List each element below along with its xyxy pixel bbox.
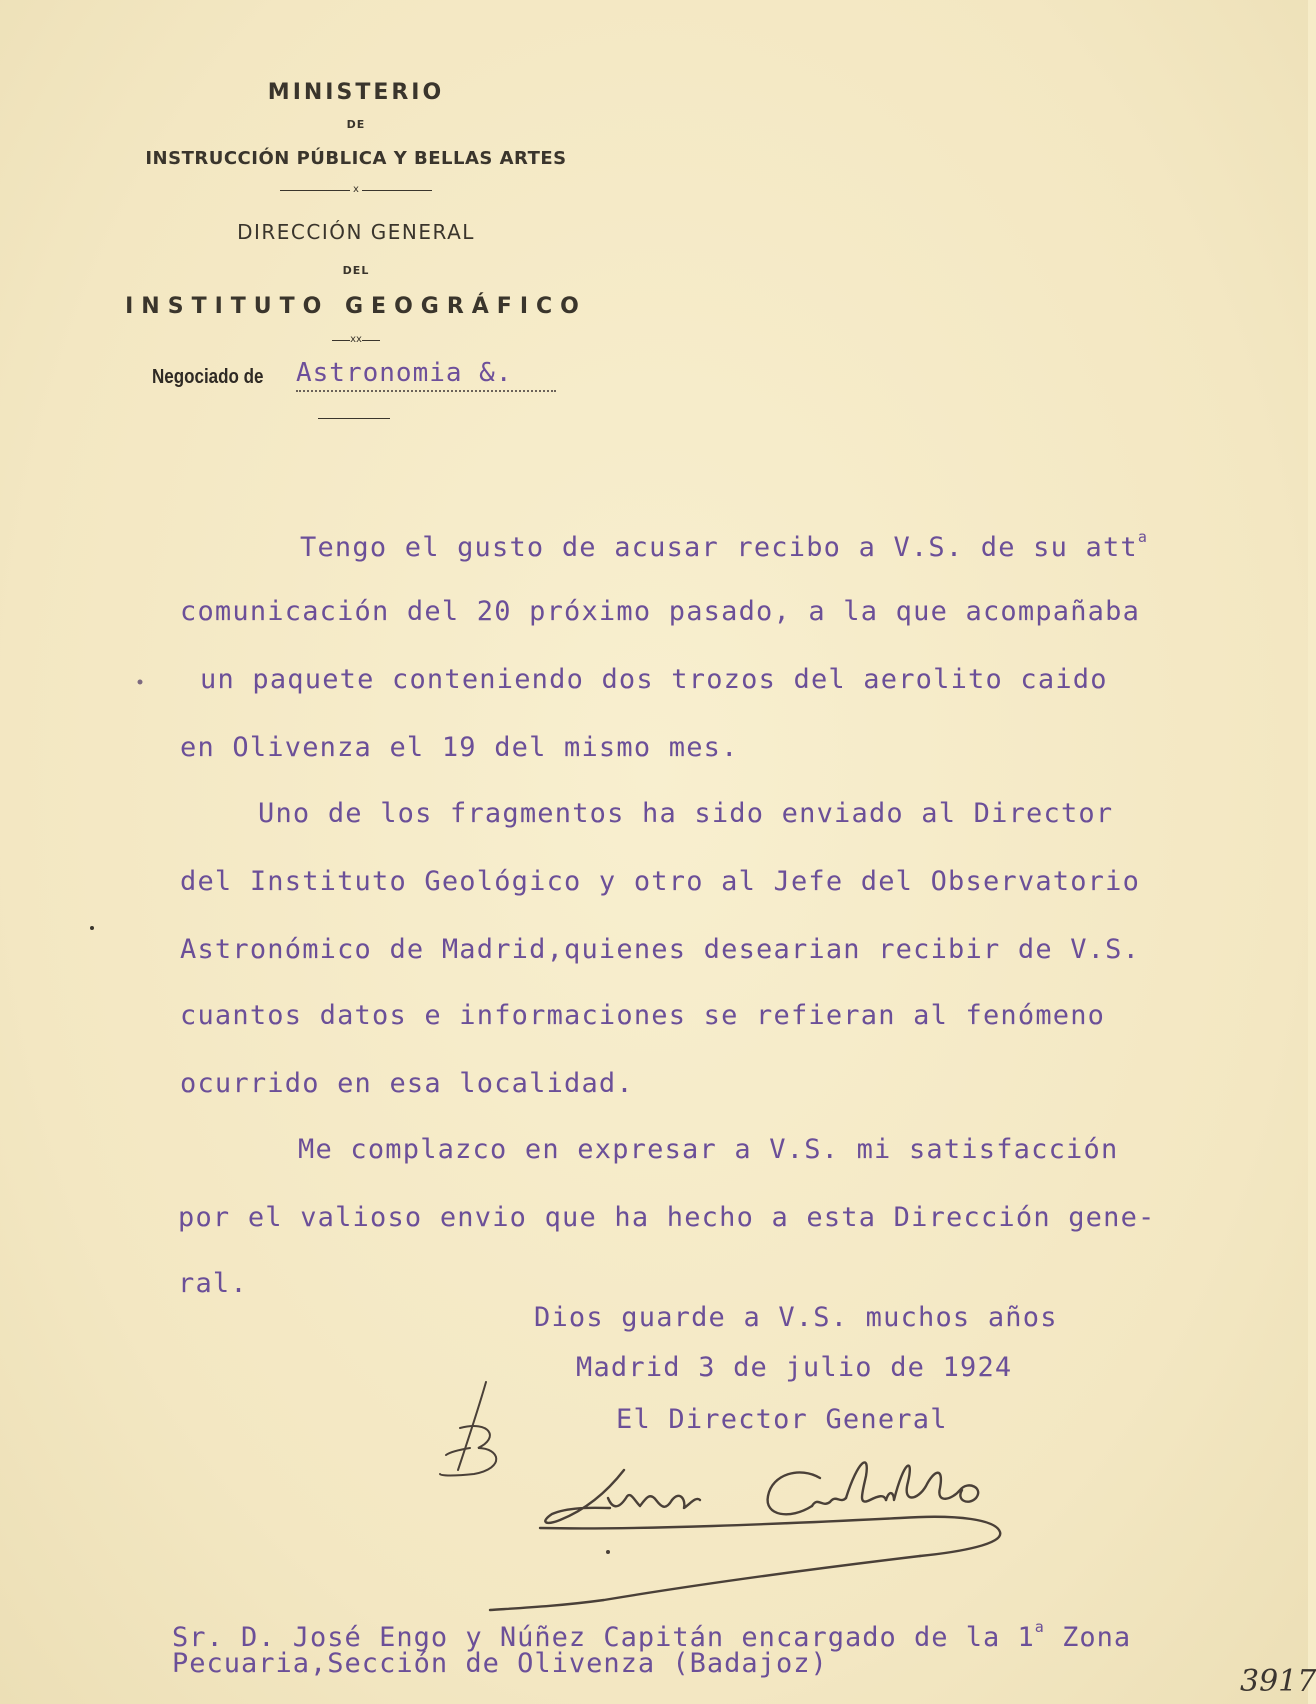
body-paragraph-line: Me complazco en expresar a V.S. mi satisfacción	[298, 1134, 1119, 1165]
body-paragraph-line: un paquete conteniendo dos trozos del aerolito caido	[200, 664, 1108, 695]
body-paragraph-line: cuantos datos e informaciones se refieran al fenómeno	[180, 1000, 1106, 1031]
body-paragraph-line: Astronómico de Madrid,quienes desearian recibir de V.S.	[180, 934, 1141, 965]
letter-page: MINISTERIO DE INSTRUCCIÓN PÚBLICA Y BELLAS ARTES x DIRECCIÓN GENERAL DEL INSTITUTO GEOGRÁFICO xx Negociado de Astronomia &. Tengo el gusto de acusar recibo a V.S. de su att$^a$ comunicación del 20 próximo pasado, a la que acompañaba un paquete conteniendo dos trozos del aerolito caido en Olivenza el 19 del mismo mes. Uno de los fragmentos ha sido enviado al Director del Instituto Geológico y otro al Jefe del Observatorio Astronómico de Madrid,quienes desearian recibir de V.S. cuantos datos e informaciones se refieran al fenómeno ocurrido en esa localidad. Me complazco en expresar a V.S. mi satisfacción por el valioso envio que ha hecho a esta Dirección gene- ral. Dios guarde a V.S. muchos años Madrid 3 de julio de 1924 El Director General Sr. D. José Engo y Núñez Capitán encargado de la 1$^a$ Zona Pecuaria,Sección de Olivenza (Badajoz) 3917	[0, 0, 1308, 1704]
body-paragraph-line: por el valioso envio que ha hecho a esta Dirección gene-	[178, 1202, 1156, 1233]
letterhead-instituto: INSTITUTO GEOGRÁFICO	[125, 294, 587, 319]
letterhead-del: DEL	[342, 264, 370, 277]
letterhead-direccion: DIRECCIÓN GENERAL	[237, 220, 475, 244]
letterhead-de: DE	[346, 118, 366, 131]
body-paragraph-line: comunicación del 20 próximo pasado, a la que acompañaba	[180, 596, 1141, 627]
body-paragraph-line: Tengo el gusto de acusar recibo a V.S. de su att$^a$	[300, 528, 1149, 563]
negociado-value: Astronomia &.	[296, 358, 556, 392]
body-paragraph-line: Uno de los fragmentos ha sido enviado al Director	[258, 798, 1114, 829]
closing-greeting: Dios guarde a V.S. muchos años	[534, 1302, 1058, 1333]
recipient-line: Pecuaria,Sección de Olivenza (Badajoz)	[172, 1648, 828, 1679]
body-paragraph-line: ocurrido en esa localidad.	[180, 1068, 634, 1099]
letterhead-instruccion: INSTRUCCIÓN PÚBLICA Y BELLAS ARTES	[145, 148, 567, 169]
negociado-label: Negociado de	[152, 366, 264, 388]
signature-luis-cubillo	[490, 1462, 1000, 1610]
body-paragraph-line: en Olivenza el 19 del mismo mes.	[180, 732, 739, 763]
body-paragraph-line: del Instituto Geológico y otro al Jefe del Observatorio	[180, 866, 1141, 897]
recipient-line: Sr. D. José Engo y Núñez Capitán encargado de la 1$^a$ Zona	[172, 1618, 1132, 1653]
letterhead-ministerio: MINISTERIO	[267, 80, 445, 105]
closing-title: El Director General	[616, 1404, 948, 1435]
closing-date: Madrid 3 de julio de 1924	[576, 1352, 1013, 1383]
reference-number: 3917	[1240, 1664, 1316, 1699]
initials-mark	[440, 1382, 496, 1476]
body-paragraph-line: ral.	[178, 1268, 248, 1299]
